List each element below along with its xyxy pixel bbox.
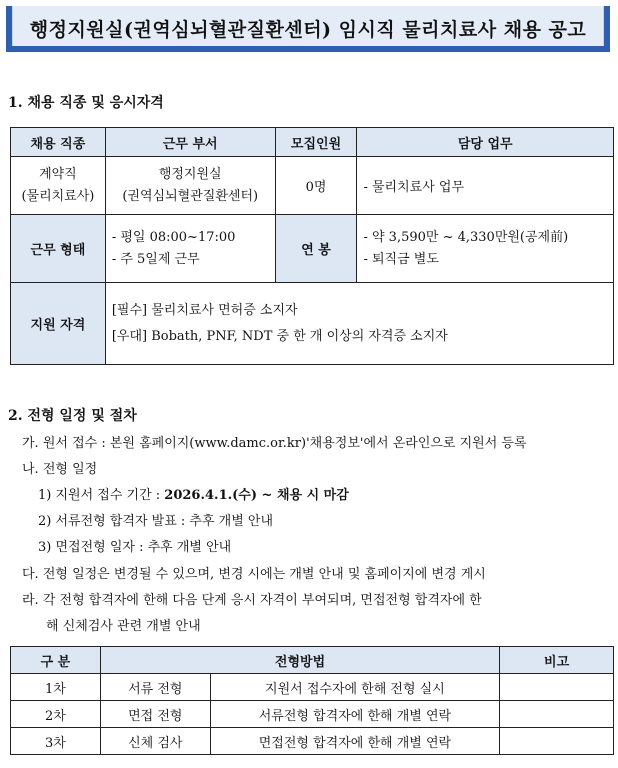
table-row xyxy=(11,701,614,728)
section1-heading: 1. 채용 직종 및 응시자격 xyxy=(8,95,164,111)
qual-line1: [필수] 물리치료사 면허증 소지자 xyxy=(111,302,298,318)
qual-line2: [우대] Bobath, PNF, NDT 중 한 개 이상의 자격증 소지자 xyxy=(111,328,448,344)
duty-cell: - 물리치료사 업무 xyxy=(357,157,614,215)
stage-cell: 1차 xyxy=(11,674,101,701)
dept-cell xyxy=(105,157,275,215)
title-banner xyxy=(6,6,610,52)
method-cell: 신체 검사 xyxy=(100,728,210,755)
desc-cell: 서류전형 합격자에 한해 개별 연락 xyxy=(210,701,499,728)
header-stage: 구 분 xyxy=(11,647,101,674)
salary-label: 연 봉 xyxy=(275,215,357,283)
header-dept: 근무 부서 xyxy=(105,128,275,157)
item-na: 나. 전형 일정 xyxy=(22,462,98,477)
title-banner-inner xyxy=(12,6,604,46)
work-line1: - 평일 08:00~17:00 xyxy=(111,229,236,245)
process-table xyxy=(10,646,614,755)
header-job: 채용 직종 xyxy=(11,128,106,157)
stage-cell: 3차 xyxy=(11,728,101,755)
desc-cell: 면접전형 합격자에 한해 개별 연락 xyxy=(210,728,499,755)
note-cell xyxy=(500,701,614,728)
salary-line1: - 약 3,590만 ~ 4,330만원(공제前) xyxy=(363,229,569,245)
recruit-table-header xyxy=(11,128,614,157)
sub-item-3: 3) 면접전형 일자 : 추후 개별 안내 xyxy=(38,540,232,555)
table-row xyxy=(11,728,614,755)
count-cell: 0명 xyxy=(275,157,357,215)
method-cell: 서류 전형 xyxy=(100,674,210,701)
table-row xyxy=(11,674,614,701)
qual-cell xyxy=(105,283,613,365)
job-line1: 계약직 xyxy=(39,166,77,182)
sub-item-1 xyxy=(38,484,349,503)
note-cell xyxy=(500,674,614,701)
dept-line2: (권역심뇌혈관질환센터) xyxy=(122,188,259,204)
section2-heading: 2. 전형 일정 및 절차 xyxy=(8,408,137,424)
salary-cell xyxy=(357,215,614,283)
desc-cell: 지원서 접수자에 한해 전형 실시 xyxy=(210,674,499,701)
qual-row xyxy=(11,283,614,365)
header-note: 비고 xyxy=(500,647,614,674)
sub-item-1-prefix: 1) 지원서 접수 기간 : xyxy=(38,488,165,503)
header-duty: 담당 업무 xyxy=(357,128,614,157)
work-line2: - 주 5일제 근무 xyxy=(111,251,200,267)
qual-label: 지원 자격 xyxy=(11,283,106,365)
salary-line2: - 퇴직금 별도 xyxy=(363,251,439,267)
page-title: 행정지원실(권역심뇌혈관질환센터) 임시직 물리치료사 채용 공고 xyxy=(29,19,587,41)
item-ra-line2: 해 신체검사 관련 개별 안내 xyxy=(46,619,201,634)
recruit-row xyxy=(11,157,614,215)
item-da: 다. 전형 일정은 변경될 수 있으며, 변경 시에는 개별 안내 및 홈페이지에 변경 게시 xyxy=(22,567,486,582)
sub-item-2: 2) 서류전형 합격자 발표 : 추후 개별 안내 xyxy=(38,514,274,529)
dept-line1: 행정지원실 xyxy=(158,166,222,182)
sub-item-1-date: 2026.4.1.(수) ~ 채용 시 마감 xyxy=(164,488,349,503)
stage-cell: 2차 xyxy=(11,701,101,728)
process-table-header xyxy=(11,647,614,674)
work-row xyxy=(11,215,614,283)
work-cell xyxy=(105,215,275,283)
note-cell xyxy=(500,728,614,755)
header-count: 모집인원 xyxy=(275,128,357,157)
job-cell xyxy=(11,157,106,215)
job-line2: (물리치료사) xyxy=(21,188,95,204)
work-label: 근무 형태 xyxy=(11,215,106,283)
item-ga: 가. 원서 접수 : 본원 홈페이지(www.damc.or.kr)'채용정보'에서 온라인으로 지원서 등록 xyxy=(22,436,527,451)
recruit-table xyxy=(10,127,614,365)
method-cell: 면접 전형 xyxy=(100,701,210,728)
header-method: 전형방법 xyxy=(100,647,499,674)
item-ra-line1: 라. 각 전형 합격자에 한해 다음 단계 응시 자격이 부여되며, 면접전형 합격자에 한 xyxy=(22,593,482,608)
